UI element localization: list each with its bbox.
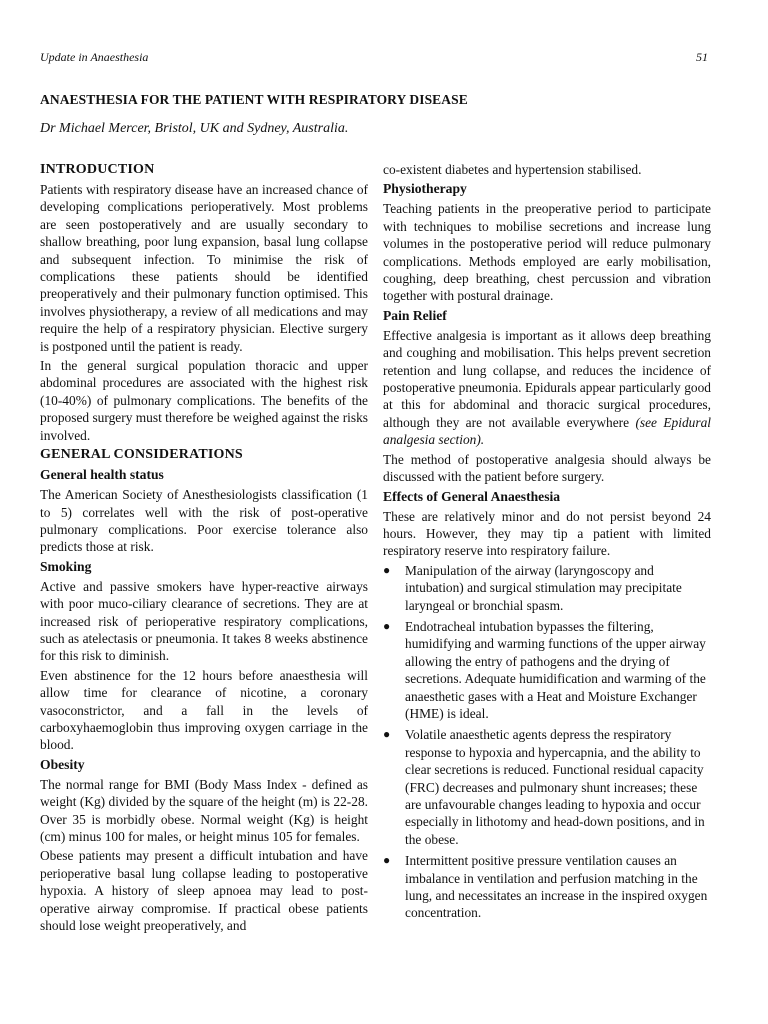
bullet-icon: ● — [383, 853, 391, 868]
obesity-paragraph-1: The normal range for BMI (Body Mass Index - defined as weight (Kg) divided by the square of the height (m) is 22-28. Over 35 is morbidly obese. Normal weight (Kg) is height (cm) minus 100 for males, or height minus 105 for females. — [40, 776, 368, 844]
bullet-icon: ● — [383, 562, 391, 577]
running-head — [40, 50, 708, 65]
smoking-paragraph-2: Even abstinence for the 12 hours before anaesthesia will allow time for clearance of nicotine, a coronary vasoconstrictor, and a fall in the levels of carboxyhaemoglobin thus improving oxygen carriage in the blood. — [40, 667, 368, 753]
general-considerations-heading: GENERAL CONSIDERATIONS — [40, 447, 243, 463]
smoking-paragraph-1: Active and passive smokers have hyper-reactive airways with poor muco-ciliary clearance of secretions. They are at increased risk of perioperative respiratory complications, such as atelectasis or pneumonia. It takes 8 weeks abstinence for this risk to diminish. — [40, 578, 368, 664]
list-item — [383, 562, 711, 614]
smoking-heading: Smoking — [40, 558, 92, 574]
effects-bullet-list — [383, 562, 711, 922]
obesity-paragraph-2: Obese patients may present a difficult intubation and have perioperative basal lung collapse leading to postoperative hypoxia. A history of sleep apnoea may lead to post-operative airway compromise. If practical obese patients should lose weight preoperatively, and — [40, 848, 368, 934]
article-title: ANAESTHESIA FOR THE PATIENT WITH RESPIRATORY DISEASE — [40, 92, 468, 107]
pain-relief-heading: Pain Relief — [383, 307, 447, 323]
general-health-heading: General health status — [40, 467, 164, 483]
effects-heading: Effects of General Anaesthesia — [383, 488, 561, 504]
physiotherapy-heading: Physiotherapy — [383, 181, 467, 197]
pain-relief-text: Effective analgesia is important as it allows deep breathing and coughing and mobilisation. This helps prevent secretion retention and lung collapse, and reduces the incidence of postoperative pneumonia. Epidurals appear particularly good at this for abdominal and thoracic surgical procedures, although they are not available everywhere — [383, 327, 711, 430]
page-number: 51 — [696, 50, 708, 64]
bullet-text: Endotracheal intubation bypasses the filtering, humidifying and warming functions of the upper airway allowing the entry of pathogens and the drying of secretions. Adequate humidification and warming of the anaesthetic gases with a Heat and Moisture Exchanger (HME) is ideal. — [405, 618, 706, 721]
continuation-paragraph: co-existent diabetes and hypertension stabilised. — [383, 162, 642, 177]
effects-paragraph: These are relatively minor and do not persist beyond 24 hours. However, they may tip a patient with limited respiratory reserve into respiratory failure. — [383, 508, 711, 559]
physiotherapy-paragraph: Teaching patients in the preoperative period to participate with techniques to mobilise secretions and increase lung volumes in the postoperative period will reduce pulmonary complications. Methods employed are early mobilisation, coughing, deep breathing, chest percussion and vibration together with postural drainage. — [383, 201, 711, 304]
bullet-icon: ● — [383, 727, 391, 742]
pain-relief-paragraph-2: The method of postoperative analgesia should always be discussed with the patient before surgery. — [383, 451, 711, 485]
list-item — [383, 852, 711, 922]
obesity-heading: Obesity — [40, 756, 85, 772]
bullet-text: Volatile anaesthetic agents depress the respiratory response to hypoxia and hypercapnia, and the ability to clear secretions is reduced. Functional residual capacity (FRC) decreases and pulmonary shunt increases; these are unfavourable changes leading to hypoxia and occur especially in lithotomy and head-down positions, and in the obese. — [405, 727, 705, 847]
introduction-heading: INTRODUCTION — [40, 162, 155, 177]
article-author: Dr Michael Mercer, Bristol, UK and Sydney, Australia. — [40, 121, 349, 136]
bullet-text: Manipulation of the airway (laryngoscopy and intubation) and surgical stimulation may precipitate laryngeal or bronchial spasm. — [405, 562, 682, 613]
general-health-paragraph: The American Society of Anesthesiologists classification (1 to 5) correlates well with the risk of post-operative pulmonary complications. Poor exercise tolerance also predicts those at risk. — [40, 487, 368, 555]
right-column — [383, 161, 711, 926]
journal-name: Update in Anaesthesia — [40, 50, 149, 64]
pain-relief-paragraph-1 — [383, 327, 711, 449]
bullet-icon: ● — [383, 618, 391, 633]
bullet-text: Intermittent positive pressure ventilation causes an imbalance in ventilation and perfusion matching in the lung, and necessitates an increase in the inspired oxygen concentration. — [405, 853, 708, 921]
epidural-reference: (see Epidural analgesia section). — [383, 414, 711, 448]
list-item — [383, 726, 711, 848]
left-column — [40, 161, 368, 936]
list-item — [383, 618, 711, 722]
introduction-paragraph-1: Patients with respiratory disease have an increased chance of developing complications perioperatively. Most problems are seen postoperatively and are usually secondary to shallow breathing, poor lung expansion, basal lung collapse and subsequent infection. To minimise the risk of complications these patients should be identified preoperatively and their pulmonary function optimised. This involves physiotherapy, a review of all medications and may require the help of a respiratory physician. Elective surgery is postponed until the patient is ready. — [40, 182, 368, 354]
introduction-paragraph-2: In the general surgical population thoracic and upper abdominal procedures are associated with the highest risk (10-40%) of pulmonary complications. The benefits of the proposed surgery must therefore be weighed against the risks involved. — [40, 358, 368, 443]
